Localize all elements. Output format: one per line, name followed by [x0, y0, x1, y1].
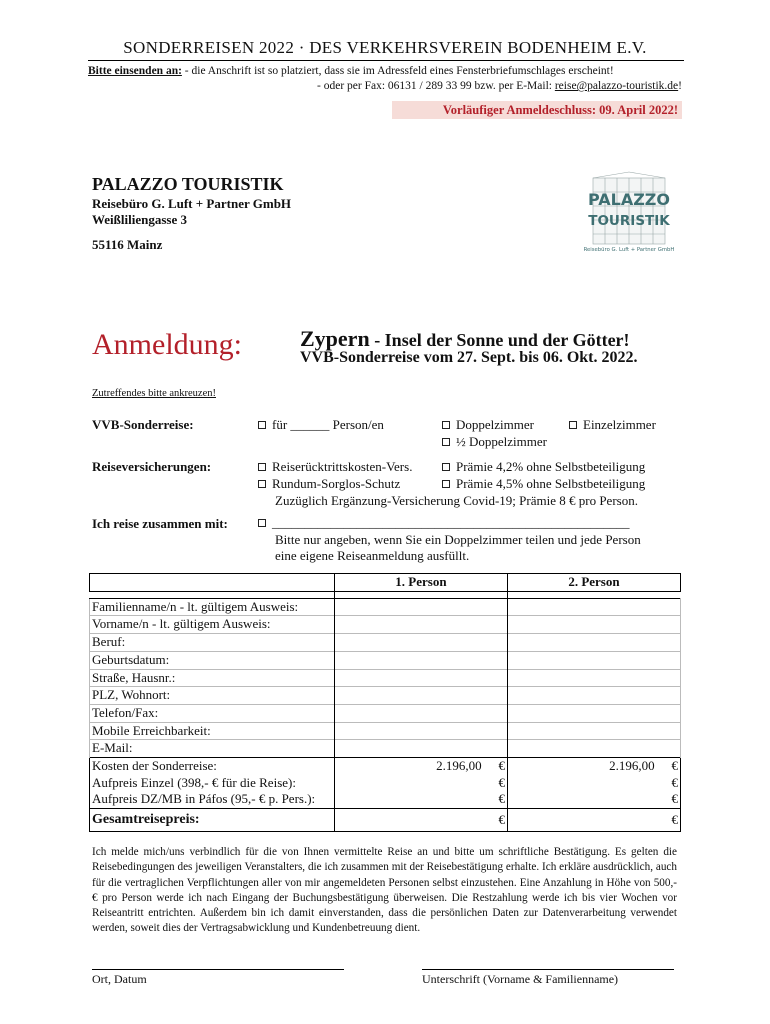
field-label: Straße, Hausnr.:: [90, 669, 335, 687]
person1-input-cell[interactable]: [334, 616, 507, 634]
spacer-cell: [507, 591, 680, 598]
person2-currency: €: [657, 758, 681, 775]
person2-input-cell[interactable]: [507, 651, 680, 669]
field-label: Vorname/n - lt. gültigem Ausweis:: [90, 616, 335, 634]
logo-word2: TOURISTIK: [588, 213, 670, 229]
table-row: [90, 616, 681, 634]
person1-input-cell[interactable]: [334, 704, 507, 722]
double-room-label: Doppelzimmer: [456, 417, 534, 432]
person1-total-currency: €: [484, 809, 508, 832]
person1-cost[interactable]: [334, 791, 483, 808]
person1-input-cell[interactable]: [334, 634, 507, 652]
cost-row: [90, 791, 681, 808]
person2-input-cell[interactable]: [507, 669, 680, 687]
table-row: [90, 704, 681, 722]
person1-currency: €: [484, 758, 508, 775]
person1-input-cell[interactable]: [334, 651, 507, 669]
insurance2-option[interactable]: [258, 476, 400, 492]
person2-total[interactable]: [507, 809, 656, 832]
field-label: PLZ, Wohnort:: [90, 687, 335, 705]
header-person2: 2. Person: [507, 574, 680, 592]
single-room-checkbox[interactable]: [569, 421, 577, 429]
insurance1-premium-label: Prämie 4,2% ohne Selbstbeteiligung: [456, 459, 646, 474]
field-label: Beruf:: [90, 634, 335, 652]
person1-input-cell[interactable]: [334, 722, 507, 740]
person2-total-currency: €: [657, 809, 681, 832]
insurance2-checkbox[interactable]: [258, 480, 266, 488]
person1-input-cell[interactable]: [334, 669, 507, 687]
title-underline: [88, 60, 684, 61]
logo-word1: PALAZZO: [587, 190, 671, 209]
single-room-label: Einzelzimmer: [583, 417, 656, 432]
header-person1: 1. Person: [334, 574, 507, 592]
total-label: Gesamtreisepreis:: [90, 809, 335, 832]
together-name-line[interactable]: _______________________________________________________: [272, 515, 630, 530]
fax-email-line: [88, 80, 682, 92]
person1-cost[interactable]: 2.196,00: [334, 758, 483, 775]
person2-input-cell[interactable]: [507, 687, 680, 705]
place-date-label: Ort, Datum: [92, 972, 147, 986]
insurance2-premium-checkbox[interactable]: [442, 480, 450, 488]
half-double-option[interactable]: [442, 434, 547, 450]
person1-cost[interactable]: [334, 775, 483, 792]
fax-text: - oder per Fax: 06131 / 289 33 99 bzw. per E-Mail:: [317, 80, 555, 92]
person2-cost[interactable]: [507, 791, 656, 808]
palazzo-touristik-logo: [583, 170, 675, 254]
cost-label: Kosten der Sonderreise:: [90, 758, 335, 775]
field-label: Mobile Erreichbarkeit:: [90, 722, 335, 740]
document-title: SONDERREISEN 2022 · DES VERKEHRSVEREIN BODENHEIM E.V.: [123, 38, 647, 57]
trip-subtitle: - Insel der Sonne und der Götter!: [369, 330, 630, 350]
table-header-row: [90, 574, 681, 592]
person2-input-cell[interactable]: [507, 740, 680, 758]
person2-input-cell[interactable]: [507, 704, 680, 722]
person2-currency: €: [657, 791, 681, 808]
insurance2-premium-label: Prämie 4,5% ohne Selbstbeteiligung: [456, 476, 646, 491]
insurance1-premium[interactable]: [442, 459, 645, 475]
table-row: [90, 669, 681, 687]
company-name: PALAZZO TOURISTIK: [92, 174, 284, 194]
signature-line[interactable]: [422, 969, 674, 970]
spacer-cell: [334, 591, 507, 598]
persons-checkbox[interactable]: [258, 421, 266, 429]
cost-label: Aufpreis Einzel (398,- € für die Reise):: [90, 775, 335, 792]
address-city: 55116 Mainz: [92, 237, 163, 252]
trip-name: Zypern: [300, 326, 370, 351]
table-row: [90, 687, 681, 705]
insurance2-premium[interactable]: [442, 476, 645, 492]
deadline-banner: Vorläufiger Anmeldeschluss: 09. April 2022!: [392, 101, 682, 119]
cost-row: [90, 758, 681, 775]
together-label: Ich reise zusammen mit:: [92, 516, 228, 531]
field-label: Familienname/n - lt. gültigem Ausweis:: [90, 598, 335, 616]
legal-declaration: Ich melde mich/uns verbindlich für die von Ihnen vermittelte Reise an und bitte um schriftliche Bestätigung. Es gelten die Reisebedingungen des jeweiligen Veranstalters, die ich zusammen mit der Reisebestätigung erhalte. Ich erkläre ausdrücklich, auch für die vertraglichen Verpflichtungen aller von mir angemeldeten Personen selbst einzustehen. Eine Anzahlung in Höhe von 500,- € pro Person werde ich nach Eingang der Buchungsbestätigung überweisen. Die Restzahlung werde ich bis vier Wochen vor Reiseantritt entrichten. Außerdem bin ich damit einverstanden, dass die persönlichen Daten zur Datenverarbeitung verwendet werden, soweit dies der Vertragsabwicklung und Kundenbetreuung dient.: [92, 846, 677, 935]
header-empty-cell: [90, 574, 335, 592]
together-checkbox[interactable]: [258, 519, 266, 527]
logo-subtitle: Reisebüro G. Luft + Partner GmbH: [583, 247, 675, 253]
insurance1-checkbox[interactable]: [258, 463, 266, 471]
person1-input-cell[interactable]: [334, 740, 507, 758]
person2-cost[interactable]: [507, 775, 656, 792]
person1-input-cell[interactable]: [334, 687, 507, 705]
registration-heading: Anmeldung:: [92, 328, 242, 361]
insurance1-option[interactable]: [258, 459, 412, 475]
covid-insurance-note: Zuzüglich Ergänzung-Versicherung Covid-19; Prämie 8 € pro Person.: [275, 493, 638, 508]
table-row: [90, 722, 681, 740]
insurance1-label: Reiserücktrittskosten-Vers.: [272, 459, 413, 474]
person2-currency: €: [657, 775, 681, 792]
insurance2-label: Rundum-Sorglos-Schutz: [272, 476, 401, 491]
place-date-line[interactable]: [92, 969, 344, 970]
email-link[interactable]: reise@palazzo-touristik.de: [554, 80, 679, 92]
table-spacer-row: [90, 591, 681, 598]
persons-label: für ______ Person/en: [272, 417, 384, 432]
person2-input-cell[interactable]: [507, 598, 680, 616]
together-note1: Bitte nur angeben, wenn Sie ein Doppelzimmer teilen und jede Person: [275, 532, 641, 547]
table-row: [90, 740, 681, 758]
person2-input-cell[interactable]: [507, 616, 680, 634]
table-row: [90, 634, 681, 652]
person2-input-cell[interactable]: [507, 634, 680, 652]
person2-cost[interactable]: 2.196,00: [507, 758, 656, 775]
total-row: [90, 809, 681, 832]
trip-label: VVB-Sonderreise:: [92, 417, 194, 432]
half-double-checkbox[interactable]: [442, 438, 450, 446]
table-row: [90, 651, 681, 669]
single-room-option[interactable]: [569, 417, 656, 433]
insurance1-premium-checkbox[interactable]: [442, 463, 450, 471]
spacer-cell: [90, 591, 335, 598]
person2-input-cell[interactable]: [507, 722, 680, 740]
double-room-checkbox[interactable]: [442, 421, 450, 429]
send-text: - die Anschrift ist so platziert, dass sie im Adressfeld eines Fensterbriefumschlages erscheint!: [181, 65, 614, 77]
address-line1: Reisebüro G. Luft + Partner GmbH: [92, 196, 292, 211]
signature-label: Unterschrift (Vorname & Familienname): [422, 972, 619, 986]
person1-currency: €: [498, 774, 505, 790]
logo-building-icon: [583, 170, 675, 254]
send-instructions: [88, 65, 682, 77]
together-note2: eine eigene Reiseanmeldung ausfüllt.: [275, 548, 470, 563]
cost-label: Aufpreis DZ/MB in Páfos (95,- € p. Pers.):: [90, 791, 335, 808]
email-suffix: !: [678, 80, 682, 92]
insurance-label: Reiseversicherungen:: [92, 459, 212, 474]
together-option[interactable]: [258, 515, 630, 531]
person1-currency: €: [498, 791, 505, 807]
trip-dates: VVB-Sonderreise vom 27. Sept. bis 06. Okt. 2022.: [300, 349, 638, 366]
address-line2: Weißliliengasse 3: [92, 212, 187, 227]
send-label: Bitte einsenden an:: [88, 65, 182, 77]
field-label: Telefon/Fax:: [90, 704, 335, 722]
field-label: Geburtsdatum:: [90, 651, 335, 669]
person-details-table: [89, 573, 681, 832]
persons-option[interactable]: [258, 417, 384, 433]
double-room-option[interactable]: [442, 417, 534, 433]
half-double-label: ½ Doppelzimmer: [456, 434, 547, 449]
tick-hint: Zutreffendes bitte ankreuzen!: [92, 388, 216, 399]
person1-input-cell[interactable]: [334, 598, 507, 616]
table-row: [90, 598, 681, 616]
field-label: E-Mail:: [90, 740, 335, 758]
person1-total[interactable]: [334, 809, 483, 832]
cost-row: [90, 775, 681, 792]
